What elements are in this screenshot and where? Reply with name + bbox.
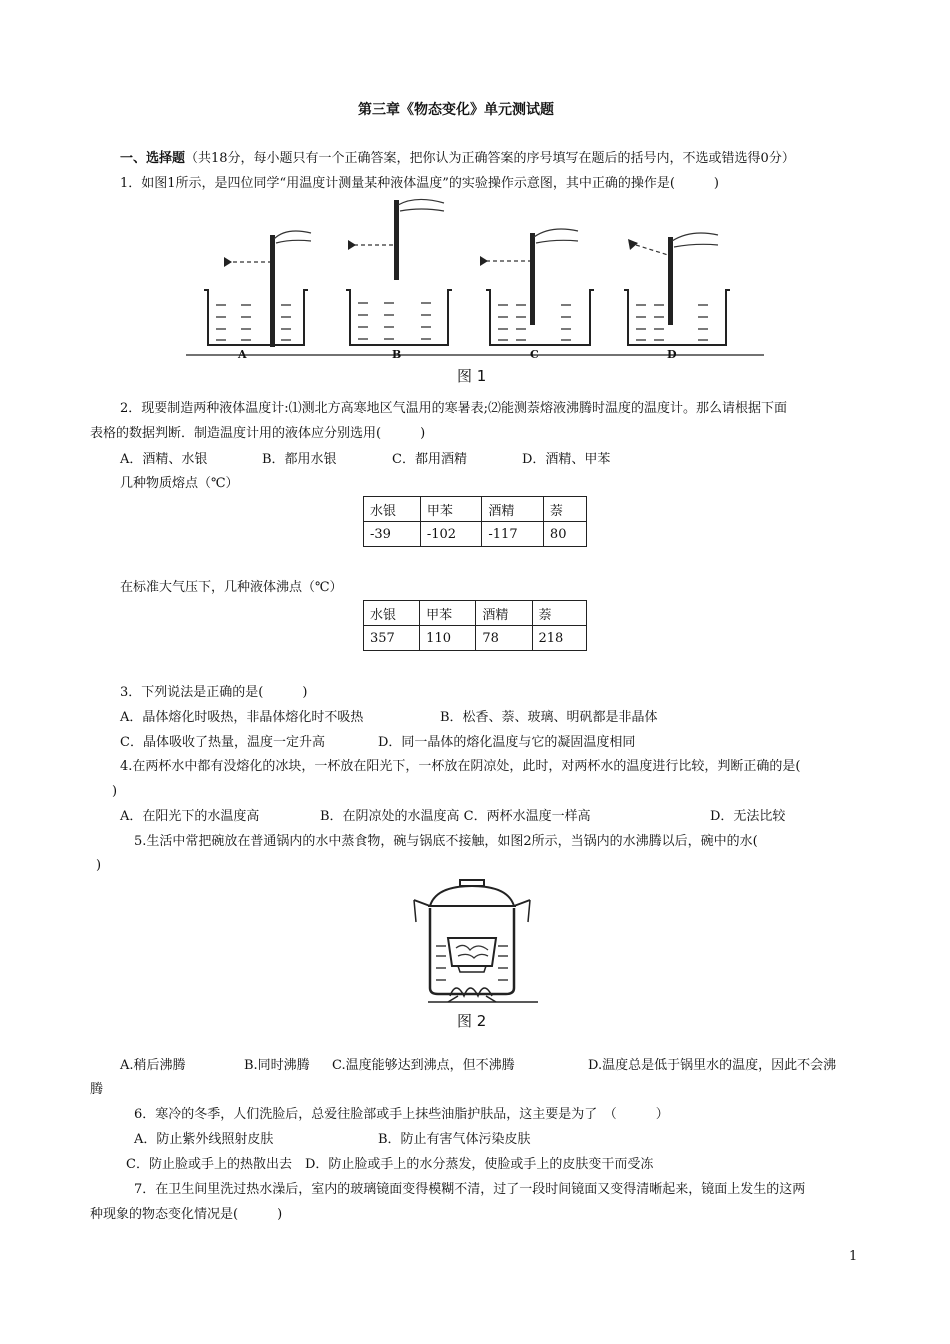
q7-line2: 种现象的物态变化情况是( )	[90, 1207, 283, 1222]
q4-option-b: B．在阴凉处的水温度高 C．两杯水温度一样高	[320, 809, 591, 824]
table-cell: 酒精	[482, 497, 544, 522]
q5-option-c: C.温度能够达到沸点，但不沸腾	[332, 1058, 515, 1073]
section-label: 一、选择题	[120, 151, 186, 166]
table-row	[364, 497, 587, 522]
figure-2-steamer	[408, 876, 538, 1010]
table-cell: 萘	[532, 601, 586, 626]
beaker-c	[480, 229, 594, 345]
table-row	[364, 522, 587, 547]
q3-option-d: D．同一晶体的熔化温度与它的凝固温度相同	[378, 735, 636, 750]
q6-option-cd: C．防止脸或手上的热散出去 D．防止脸或手上的水分蒸发，使脸或手上的皮肤变干而受冻	[126, 1157, 654, 1172]
table-cell: -39	[364, 522, 421, 547]
table-cell: -117	[482, 522, 544, 547]
table1-title: 几种物质熔点（℃）	[120, 476, 239, 491]
page-title: 第三章《物态变化》单元测试题	[358, 102, 554, 118]
q2-option-b: B．都用水银	[262, 452, 337, 467]
table-cell: 甲苯	[420, 601, 476, 626]
section-heading	[120, 150, 795, 168]
fig1-label-c: C	[530, 348, 539, 361]
section-note: （共18分，每小题只有一个正确答案，把你认为正确答案的序号填写在题后的括号内，不选或错选得0分）	[185, 151, 795, 166]
table-cell: 水银	[364, 497, 421, 522]
table-cell: 357	[364, 626, 420, 651]
page-number: 1	[849, 1249, 858, 1264]
table-cell: 萘	[543, 497, 586, 522]
table-cell: 酒精	[476, 601, 532, 626]
boiling-point-table	[363, 600, 587, 651]
figure-2-caption: 图 2	[457, 1012, 487, 1030]
q3-option-c: C．晶体吸收了热量，温度一定升高	[120, 735, 325, 750]
q2-option-d: D．酒精、甲苯	[522, 452, 611, 467]
table-cell: 80	[543, 522, 586, 547]
fig1-label-b: B	[392, 348, 402, 361]
q5-option-b: B.同时沸腾	[244, 1058, 310, 1073]
beaker-a	[204, 231, 311, 347]
q4-line2: )	[112, 784, 118, 799]
table-row	[364, 601, 587, 626]
beaker-b	[346, 199, 452, 345]
q6-text: 6．寒冷的冬季，人们洗脸后，总爱往脸部或手上抹些油脂护肤品，这主要是为了 （ ）	[134, 1107, 669, 1122]
fig1-label-a: A	[238, 348, 247, 361]
q3-option-b: B．松香、萘、玻璃、明矾都是非晶体	[440, 710, 658, 725]
table-cell: 甲苯	[420, 497, 482, 522]
table-cell: 78	[476, 626, 532, 651]
table-cell: 水银	[364, 601, 420, 626]
q2-line1: 2．现要制造两种液体温度计:⑴测北方高寒地区气温用的寒暑表;⑵能测萘熔液沸腾时温度的温度计。那么请根据下面	[120, 401, 788, 416]
q3-text: 3．下列说法是正确的是( )	[120, 685, 308, 700]
q5-option-d: D.温度总是低于锅里水的温度，因此不会沸	[588, 1058, 837, 1073]
q6-option-b: B．防止有害气体污染皮肤	[378, 1132, 531, 1147]
q3-option-a: A．晶体熔化时吸热，非晶体熔化时不吸热	[120, 710, 364, 725]
beaker-d	[624, 233, 730, 345]
q4-option-a: A．在阳光下的水温度高	[120, 809, 260, 824]
table2-title: 在标准大气压下，几种液体沸点（℃）	[120, 580, 343, 595]
table-cell: 218	[532, 626, 586, 651]
melting-point-table	[363, 496, 587, 547]
q5-line1: 5.生活中常把碗放在普通锅内的水中蒸食物，碗与锅底不接触，如图2所示，当锅内的水沸腾以后，碗中的水(	[134, 834, 758, 849]
q2-line2: 表格的数据判断．制造温度计用的液体应分别选用( )	[90, 426, 426, 441]
q5-option-a: A.稍后沸腾	[120, 1058, 186, 1073]
table-row	[364, 626, 587, 651]
q5-line2: )	[96, 858, 102, 873]
figure-1-caption: 图 1	[457, 367, 487, 385]
q1-text: 1．如图1所示，是四位同学“用温度计测量某种液体温度”的实验操作示意图，其中正确的操作是( )	[120, 176, 719, 191]
q5-option-d-cont: 腾	[90, 1082, 104, 1097]
figure-1-thermometers	[186, 195, 766, 363]
q2-option-a: A．酒精、水银	[120, 452, 208, 467]
fig1-label-d: D	[667, 348, 677, 361]
table-cell: 110	[420, 626, 476, 651]
q6-option-a: A．防止紫外线照射皮肤	[134, 1132, 274, 1147]
q2-option-c: C．都用酒精	[392, 452, 467, 467]
table-cell: -102	[420, 522, 482, 547]
q4-option-d: D．无法比较	[710, 809, 786, 824]
q4-line1: 4.在两杯水中都有没熔化的冰块，一杯放在阳光下，一杯放在阴凉处，此时，对两杯水的温度进行比较，判断正确的是(	[120, 759, 801, 774]
q7-line1: 7．在卫生间里洗过热水澡后，室内的玻璃镜面变得模糊不清，过了一段时间镜面又变得清晰起来，镜面上发生的这两	[134, 1182, 806, 1197]
